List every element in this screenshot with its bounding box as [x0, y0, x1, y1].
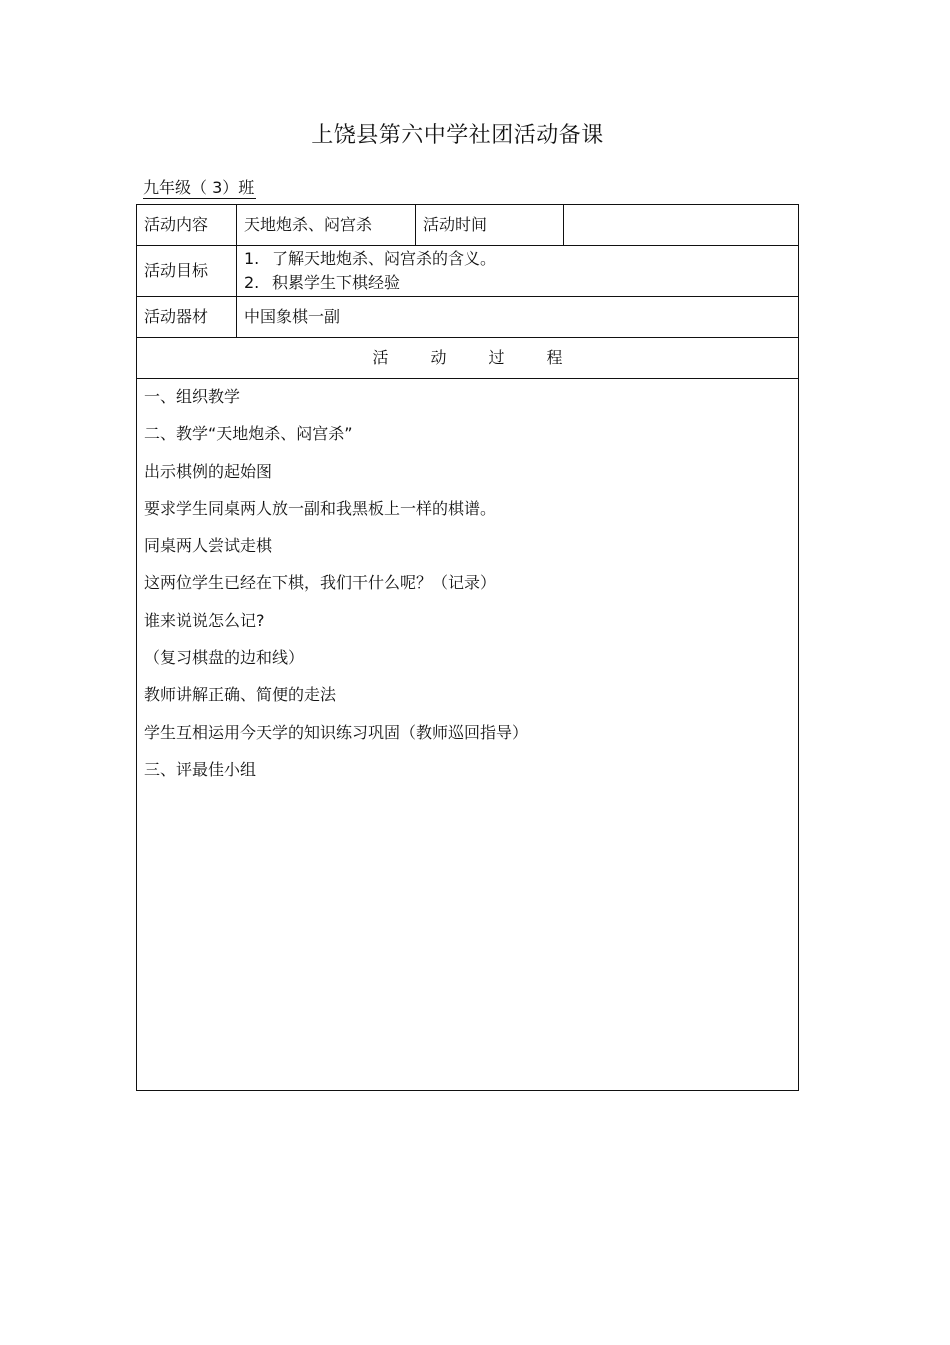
activity-goal-list	[237, 246, 799, 297]
process-step: 学生互相运用今天学的知识练习巩固（教师巡回指导）	[144, 722, 529, 742]
process-step: 这两位学生已经在下棋，我们干什么呢？（记录）	[144, 573, 497, 593]
activity-process-heading	[137, 338, 799, 379]
goal-item	[244, 271, 791, 295]
class-label: 九年级（ 3）班	[143, 178, 255, 197]
goal-number: 1.	[244, 249, 260, 268]
activity-goal-row	[137, 246, 799, 297]
activity-content-value: 天地炮杀、闷宫杀	[237, 205, 416, 246]
process-heading-char: 程	[546, 348, 563, 367]
process-step: 教师讲解正确、简便的走法	[144, 685, 337, 705]
goal-item	[244, 247, 791, 271]
goal-text: 了解天地炮杀、闷宫杀的含义。	[272, 249, 497, 268]
process-heading-char: 过	[488, 348, 505, 367]
process-step: 出示棋例的起始图	[144, 461, 273, 481]
page-title: 上饶县第六中学社团活动备课	[311, 123, 604, 148]
activity-process-body	[137, 379, 799, 1091]
activity-material-label: 活动器材	[137, 297, 237, 338]
goal-number: 2.	[244, 273, 260, 292]
activity-time-label: 活动时间	[416, 205, 564, 246]
process-step: 一、组织教学	[144, 387, 241, 406]
activity-time-value	[564, 205, 799, 246]
process-step: 二、教学“天地炮杀、闷宫杀”	[144, 424, 353, 444]
activity-process-body-row	[137, 379, 799, 1091]
process-heading-char: 动	[430, 348, 447, 367]
process-step: 要求学生同桌两人放一副和我黑板上一样的棋谱。	[144, 498, 497, 518]
activity-material-value: 中国象棋一副	[237, 297, 799, 338]
activity-goal-label: 活动目标	[137, 246, 237, 297]
activity-material-row	[137, 297, 799, 338]
process-step: 同桌两人尝试走棋	[144, 536, 273, 556]
activity-content-label: 活动内容	[137, 205, 237, 246]
lesson-plan-table	[136, 204, 799, 1091]
process-step: 谁来说说怎么记?	[144, 610, 265, 630]
process-heading-char: 活	[372, 348, 389, 367]
process-step: （复习棋盘的边和线）	[144, 648, 305, 668]
goal-text: 积累学生下棋经验	[272, 273, 401, 292]
activity-process-heading-row	[137, 338, 799, 379]
activity-content-row	[137, 205, 799, 246]
process-step: 三、评最佳小组	[144, 759, 257, 779]
